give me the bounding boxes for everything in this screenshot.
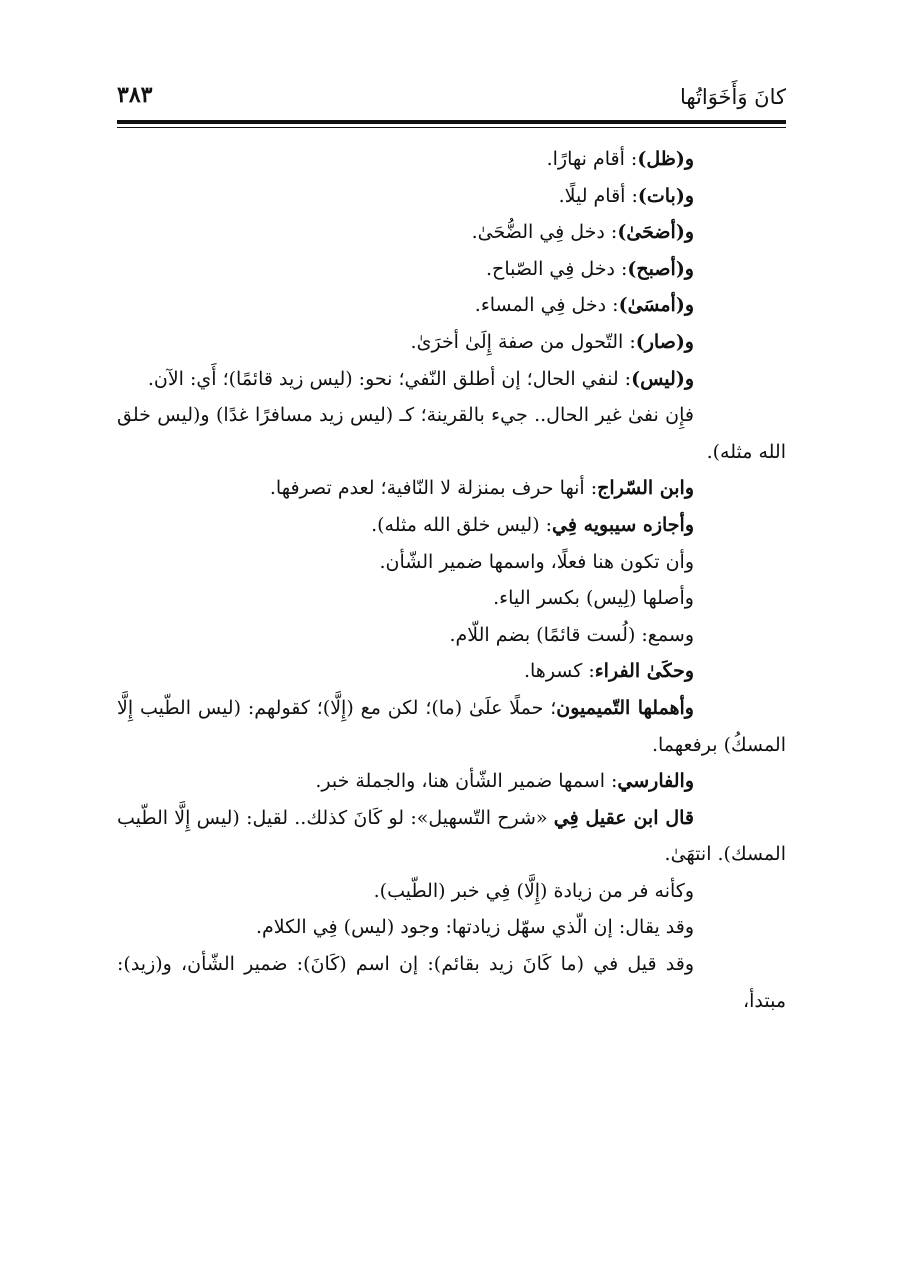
paragraph <box>117 507 786 544</box>
paragraph-text: ؛ حملًا علَىٰ (ما)؛ لكن مع (إِلَّا)؛ كقولهم: (ليس الطّيب إِلَّا المسكُ) برفعهما. <box>117 696 786 756</box>
paragraph <box>117 763 786 800</box>
paragraph <box>117 214 786 251</box>
page-number: ٣٨٣ <box>117 82 153 108</box>
page-header <box>117 80 786 116</box>
paragraph-text: : دخل فِي الصّباح. <box>486 257 628 280</box>
paragraph-text: : كسرها. <box>523 660 595 683</box>
paragraph-lead: وابن السّراج <box>597 477 694 500</box>
paragraph-text: : التّحول من صفة إِلَىٰ أخرَىٰ. <box>410 330 636 353</box>
paragraph <box>117 617 786 654</box>
paragraph <box>117 909 786 946</box>
paragraph <box>117 287 786 324</box>
paragraph-lead: و(أضحَىٰ) <box>617 221 694 244</box>
paragraph-text: وقد يقال: إن الّذي سهّل زيادتها: وجود (ليس) فِي الكلام. <box>255 916 694 939</box>
paragraph-text: وقد قيل في (ما كَانَ زيد بقائم): إن اسم (كَانَ): ضمير الشّأن، و(زيد): مبتدأ، <box>117 953 786 1012</box>
paragraph <box>117 800 786 873</box>
paragraph-lead: و(ليس) <box>631 367 694 390</box>
paragraph <box>117 946 786 1019</box>
paragraph <box>117 361 786 398</box>
paragraph-text: : اسمها ضمير الشّأن هنا، والجملة خبر. <box>315 770 618 793</box>
paragraph-lead: وحكَىٰ الفراء <box>594 660 694 683</box>
header-rule-thick <box>117 120 786 124</box>
paragraph <box>117 251 786 288</box>
paragraph-lead: والفارسي <box>617 770 694 793</box>
paragraph-text: : أقام ليلًا. <box>558 184 638 207</box>
body-text <box>117 141 786 1019</box>
paragraph <box>117 141 786 178</box>
paragraph-text: فإِن نفىٰ غير الحال.. جيء بالقرينة؛ كـ (ليس زيد مسافرًا غدًا) و(ليس خلق الله مثله). <box>117 404 786 463</box>
paragraph-text: : (ليس خلق الله مثله). <box>371 513 553 536</box>
paragraph-text: : لنفي الحال؛ إن أطلق النّفي؛ نحو: (ليس زيد قائمًا)؛ أَي: الآن. <box>147 367 632 390</box>
paragraph-text: : أنها حرف بمنزلة لا النّافية؛ لعدم تصرفها. <box>269 477 598 500</box>
paragraph <box>117 397 786 470</box>
paragraph <box>117 690 786 763</box>
paragraph <box>117 178 786 215</box>
paragraph-text: : أقام نهارًا. <box>546 148 638 170</box>
header-rule-thin <box>117 127 786 128</box>
paragraph-lead: و(ظل) <box>637 148 694 170</box>
running-title: كانَ وَأَخَوَاتُها <box>679 85 786 109</box>
paragraph-lead: قال ابن عقيل فِي <box>553 806 694 829</box>
paragraph-lead: وأهملها التّميميون <box>556 696 694 719</box>
paragraph <box>117 580 786 617</box>
paragraph-lead: و(أمسَىٰ) <box>618 294 694 317</box>
paragraph <box>117 873 786 910</box>
paragraph-text: وأن تكون هنا فعلًا، واسمها ضمير الشّأن. <box>379 550 694 573</box>
paragraph <box>117 653 786 690</box>
paragraph-text: وكأنه فر من زيادة (إِلَّا) فِي خبر (الطّيب). <box>373 879 694 902</box>
paragraph-text: : دخل فِي الضُّحَىٰ. <box>471 221 618 244</box>
paragraph-lead: وأجازه سيبويه فِي <box>552 513 694 536</box>
paragraph-lead: و(أصبح) <box>627 257 694 280</box>
paragraph-lead: و(بات) <box>637 184 694 207</box>
paragraph-text: «شرح التّسهيل»: لو كَانَ كذلك.. لقيل: (ليس إِلَّا الطّيب المسك). انتهَىٰ. <box>117 806 786 866</box>
paragraph-text: : دخل فِي المساء. <box>474 294 619 317</box>
paragraph-lead: و(صار) <box>635 330 694 353</box>
paragraph <box>117 324 786 361</box>
paragraph-text: وأصلها (لِيس) بكسر الياء. <box>493 587 694 610</box>
paragraph <box>117 470 786 507</box>
paragraph <box>117 544 786 581</box>
paragraph-text: وسمع: (لُست قائمًا) بضم اللّام. <box>449 623 694 646</box>
